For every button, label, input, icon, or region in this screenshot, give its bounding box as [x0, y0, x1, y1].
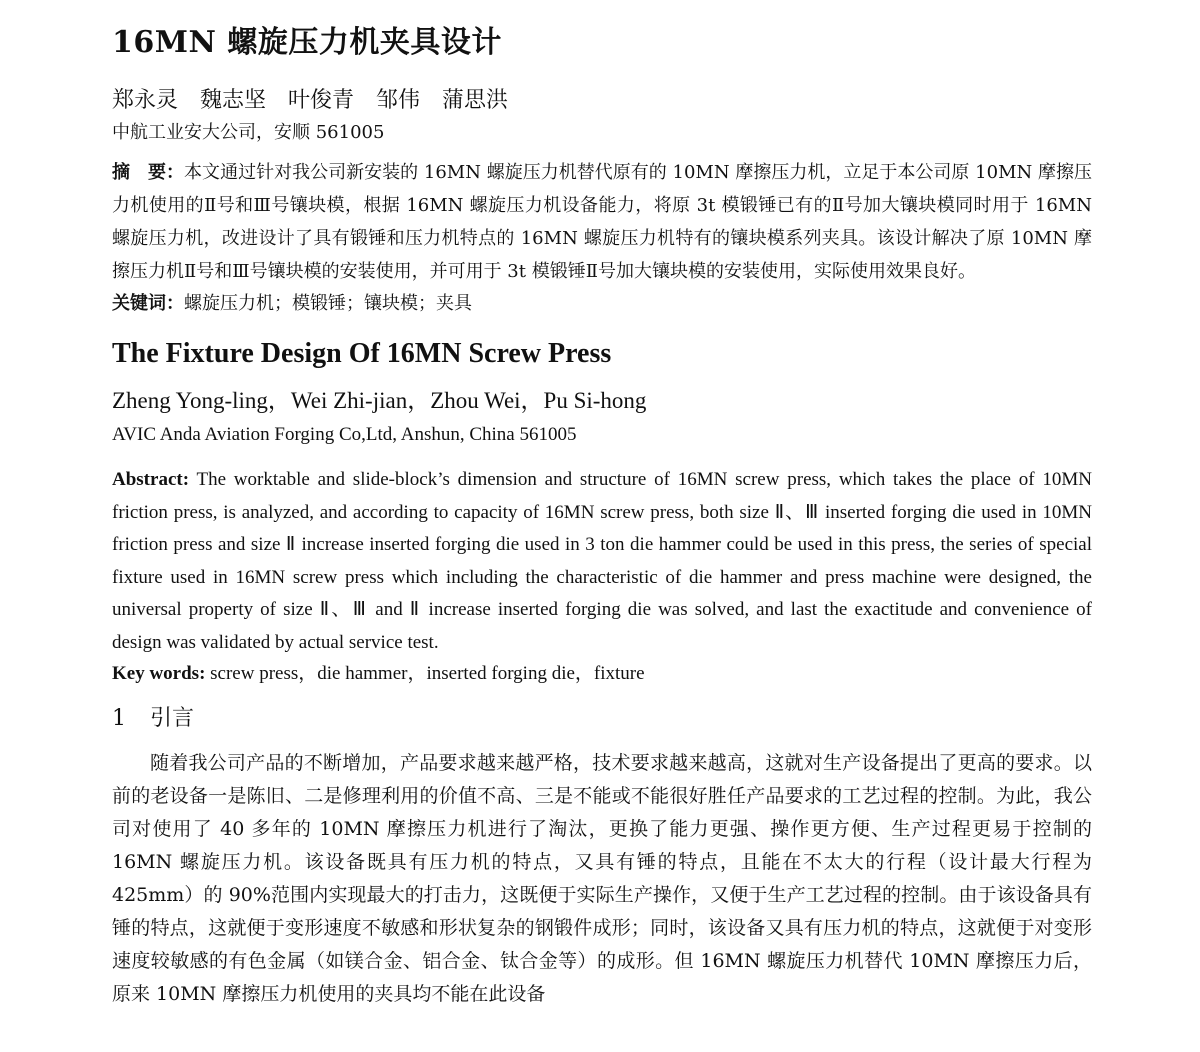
en-title: The Fixture Design Of 16MN Screw Press	[112, 338, 612, 369]
cn-keywords	[112, 288, 1092, 320]
cn-keywords-label: 关键词：	[112, 293, 184, 314]
en-keywords	[112, 659, 1092, 689]
section-1-heading	[112, 703, 1092, 735]
cn-title: 16MN 螺旋压力机夹具设计	[112, 25, 502, 60]
en-keywords-label: Key words:	[112, 663, 206, 684]
en-affiliation: AVIC Anda Aviation Forging Co,Ltd, Anshun, China 561005	[112, 424, 577, 445]
en-abstract	[112, 464, 1092, 659]
cn-affiliation: 中航工业安大公司，安顺 561005	[112, 122, 385, 143]
cn-keywords-text: 螺旋压力机；模锻锤；镶块模；夹具	[184, 293, 472, 314]
section-1-body: 随着我公司产品的不断增加，产品要求越来越严格，技术要求越来越高，这就对生产设备提出了更高的要求。以前的老设备一是陈旧、二是修理利用的价值不高、三是不能或不能很好胜任产品要求的工艺过程的控制。为此，我公司对使用了 40 多年的 10MN 摩擦压力机进行了淘汰，更换了能力更强、操作更方便、生产过程更易于控制的 16MN 螺旋压力机。该设备既具有压力机的特点，又具有锤的特点，且能在不太大的行程（设计最大行程为 425mm）的 90%范围内实现最大的打击力，这既便于实际生产操作，又便于生产工艺过程的控制。由于该设备具有锤的特点，这就便于变形速度不敏感和形状复杂的钢锻件成形；同时，该设备又具有压力机的特点，这就便于对变形速度较敏感的有色金属（如镁合金、铝合金、钛合金等）的成形。但 16MN 螺旋压力机替代 10MN 摩擦压力后，原来 10MN 摩擦压力机使用的夹具均不能在此设备	[112, 752, 1092, 1005]
cn-abstract	[112, 156, 1092, 288]
cn-authors: 郑永灵 魏志坚 叶俊青 邹伟 蒲思洪	[112, 88, 509, 113]
en-authors: Zheng Yong-ling，Wei Zhi-jian，Zhou Wei，Pu Si-hong	[112, 388, 647, 413]
section-1-title: 引言	[150, 706, 195, 731]
en-abstract-label: Abstract:	[112, 469, 190, 490]
cn-abstract-text: 本文通过针对我公司新安装的 16MN 螺旋压力机替代原有的 10MN 摩擦压力机，立足于本公司原 10MN 摩擦压力机使用的Ⅱ号和Ⅲ号镶块模，根据 16MN 螺旋压力机设备能力，将原 3t 模锻锤已有的Ⅱ号加大镶块模同时用于 16MN 螺旋压力机，改进设计了具有锻锤和压力机特点的 16MN 螺旋压力机特有的镶块模系列夹具。该设计解决了原 10MN 摩擦压力机Ⅱ号和Ⅲ号镶块模的安装使用，并可用于 3t 模锻锤Ⅱ号加大镶块模的安装使用，实际使用效果良好。	[112, 162, 1093, 282]
en-abstract-text: The worktable and slide-block’s dimension and structure of 16MN screw press, which takes the place of 10MN friction press, is analyzed, and according to capacity of 16MN screw press, both size Ⅱ、Ⅲ inserted forging die used in 10MN friction press and size Ⅱ increase inserted forging die used in 3 ton die hammer could be used in this press, the series of special fixture used in 16MN screw press which including the characteristic of die hammer and press machine were designed, the universal property of size Ⅱ、Ⅲ and Ⅱ increase inserted forging die was solved, and last the exactitude and convenience of design was validated by actual service test.	[112, 469, 1092, 653]
section-1-number: 1	[112, 706, 126, 731]
en-keywords-text: screw press，die hammer，inserted forging die，fixture	[205, 663, 645, 684]
cn-abstract-label: 摘 要：	[112, 162, 185, 183]
paper-page	[112, 22, 1092, 1011]
